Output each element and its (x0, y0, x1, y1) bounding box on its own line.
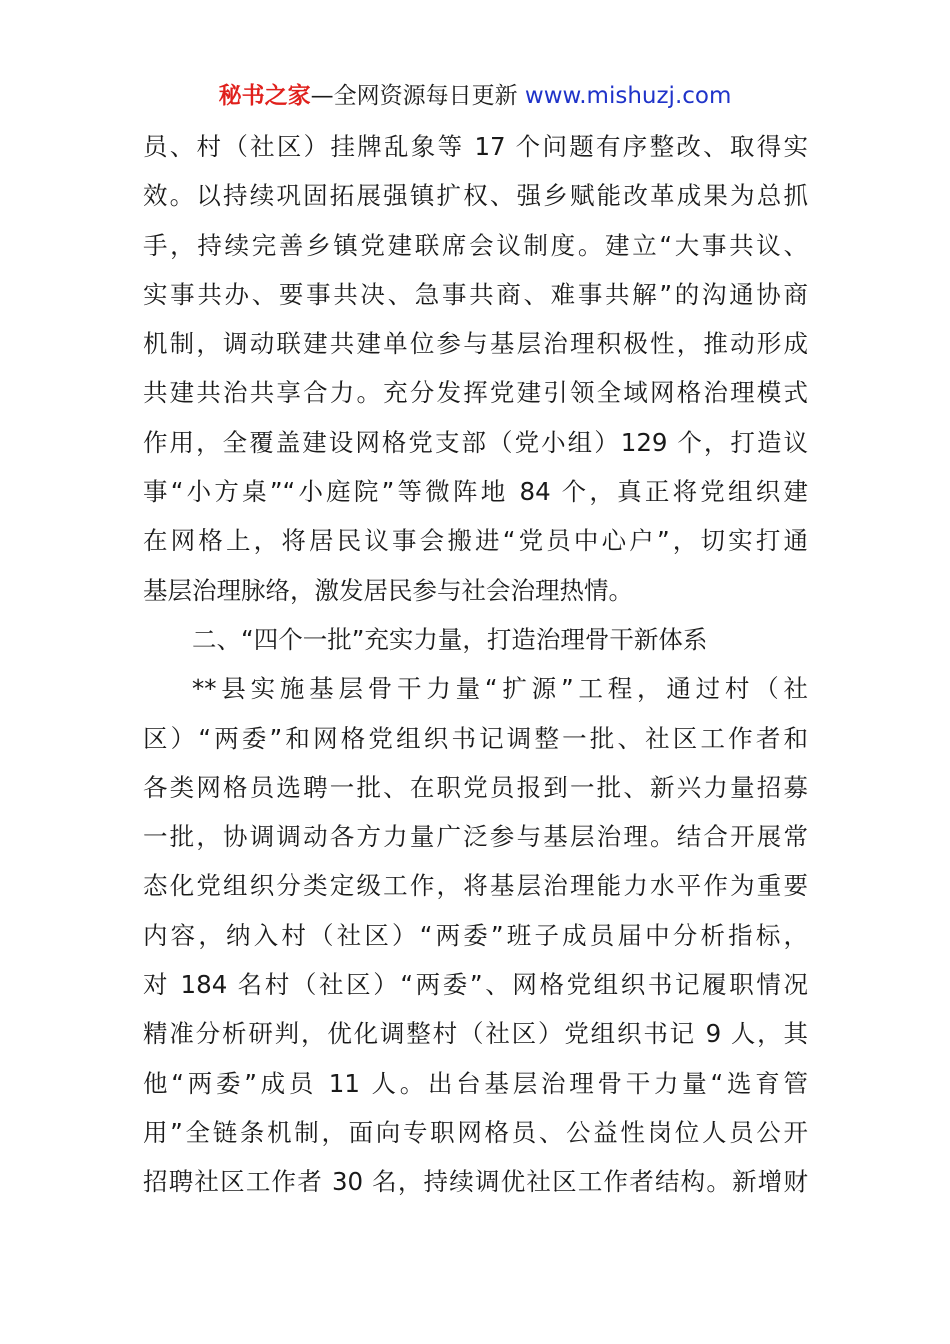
body-line: 事“小方桌”“小庭院”等微阵地 84 个，真正将党组织建 (143, 477, 808, 507)
body-line: 共建共治共享合力。充分发挥党建引领全域网格治理模式 (143, 378, 808, 408)
body-line: 内容，纳入村（社区）“两委”班子成员届中分析指标， (143, 920, 808, 950)
section-heading: 二、“四个一批”充实力量，打造治理骨干新体系 (192, 624, 708, 654)
body-line: 效。以持续巩固拓展强镇扩权、强乡赋能改革成果为总抓 (143, 181, 808, 211)
site-header (0, 80, 950, 112)
body-line: 机制，调动联建共建单位参与基层治理积极性，推动形成 (143, 329, 808, 359)
body-line: 他“两委”成员 11 人。出台基层治理骨干力量“选育管 (143, 1068, 808, 1098)
body-line: 实事共办、要事共决、急事共商、难事共解”的沟通协商 (143, 279, 808, 309)
body-line: 各类网格员选聘一批、在职党员报到一批、新兴力量招募 (143, 772, 808, 802)
body-line: 作用，全覆盖建设网格党支部（党小组）129 个，打造议 (143, 427, 808, 457)
brand-name: 秘书之家 (218, 83, 311, 109)
header-tagline: —全网资源每日更新 (310, 83, 518, 109)
body-line: **县实施基层骨干力量“扩源”工程，通过村（社 (192, 674, 808, 704)
body-line: 在网格上，将居民议事会搬进“党员中心户”，切实打通 (143, 526, 808, 556)
body-line: 一批，协调调动各方力量广泛参与基层治理。结合开展常 (143, 822, 808, 852)
body-line: 用”全链条机制，面向专职网格员、公益性岗位人员公开 (143, 1117, 808, 1147)
body-line: 对 184 名村（社区）“两委”、网格党组织书记履职情况 (143, 970, 808, 1000)
document-body (143, 122, 808, 1207)
body-line: 基层治理脉络，激发居民参与社会治理热情。 (143, 575, 633, 605)
body-line: 手，持续完善乡镇党建联席会议制度。建立“大事共议、 (143, 230, 808, 260)
body-line: 招聘社区工作者 30 名，持续调优社区工作者结构。新增财 (143, 1167, 808, 1197)
body-line: 区）“两委”和网格党组织书记调整一批、社区工作者和 (143, 723, 808, 753)
site-url-link[interactable]: www.mishuzj.com (524, 83, 732, 109)
body-line: 员、村（社区）挂牌乱象等 17 个问题有序整改、取得实 (143, 132, 808, 161)
body-line: 态化党组织分类定级工作，将基层治理能力水平作为重要 (143, 871, 808, 901)
body-line: 精准分析研判，优化调整村（社区）党组织书记 9 人，其 (143, 1019, 808, 1049)
